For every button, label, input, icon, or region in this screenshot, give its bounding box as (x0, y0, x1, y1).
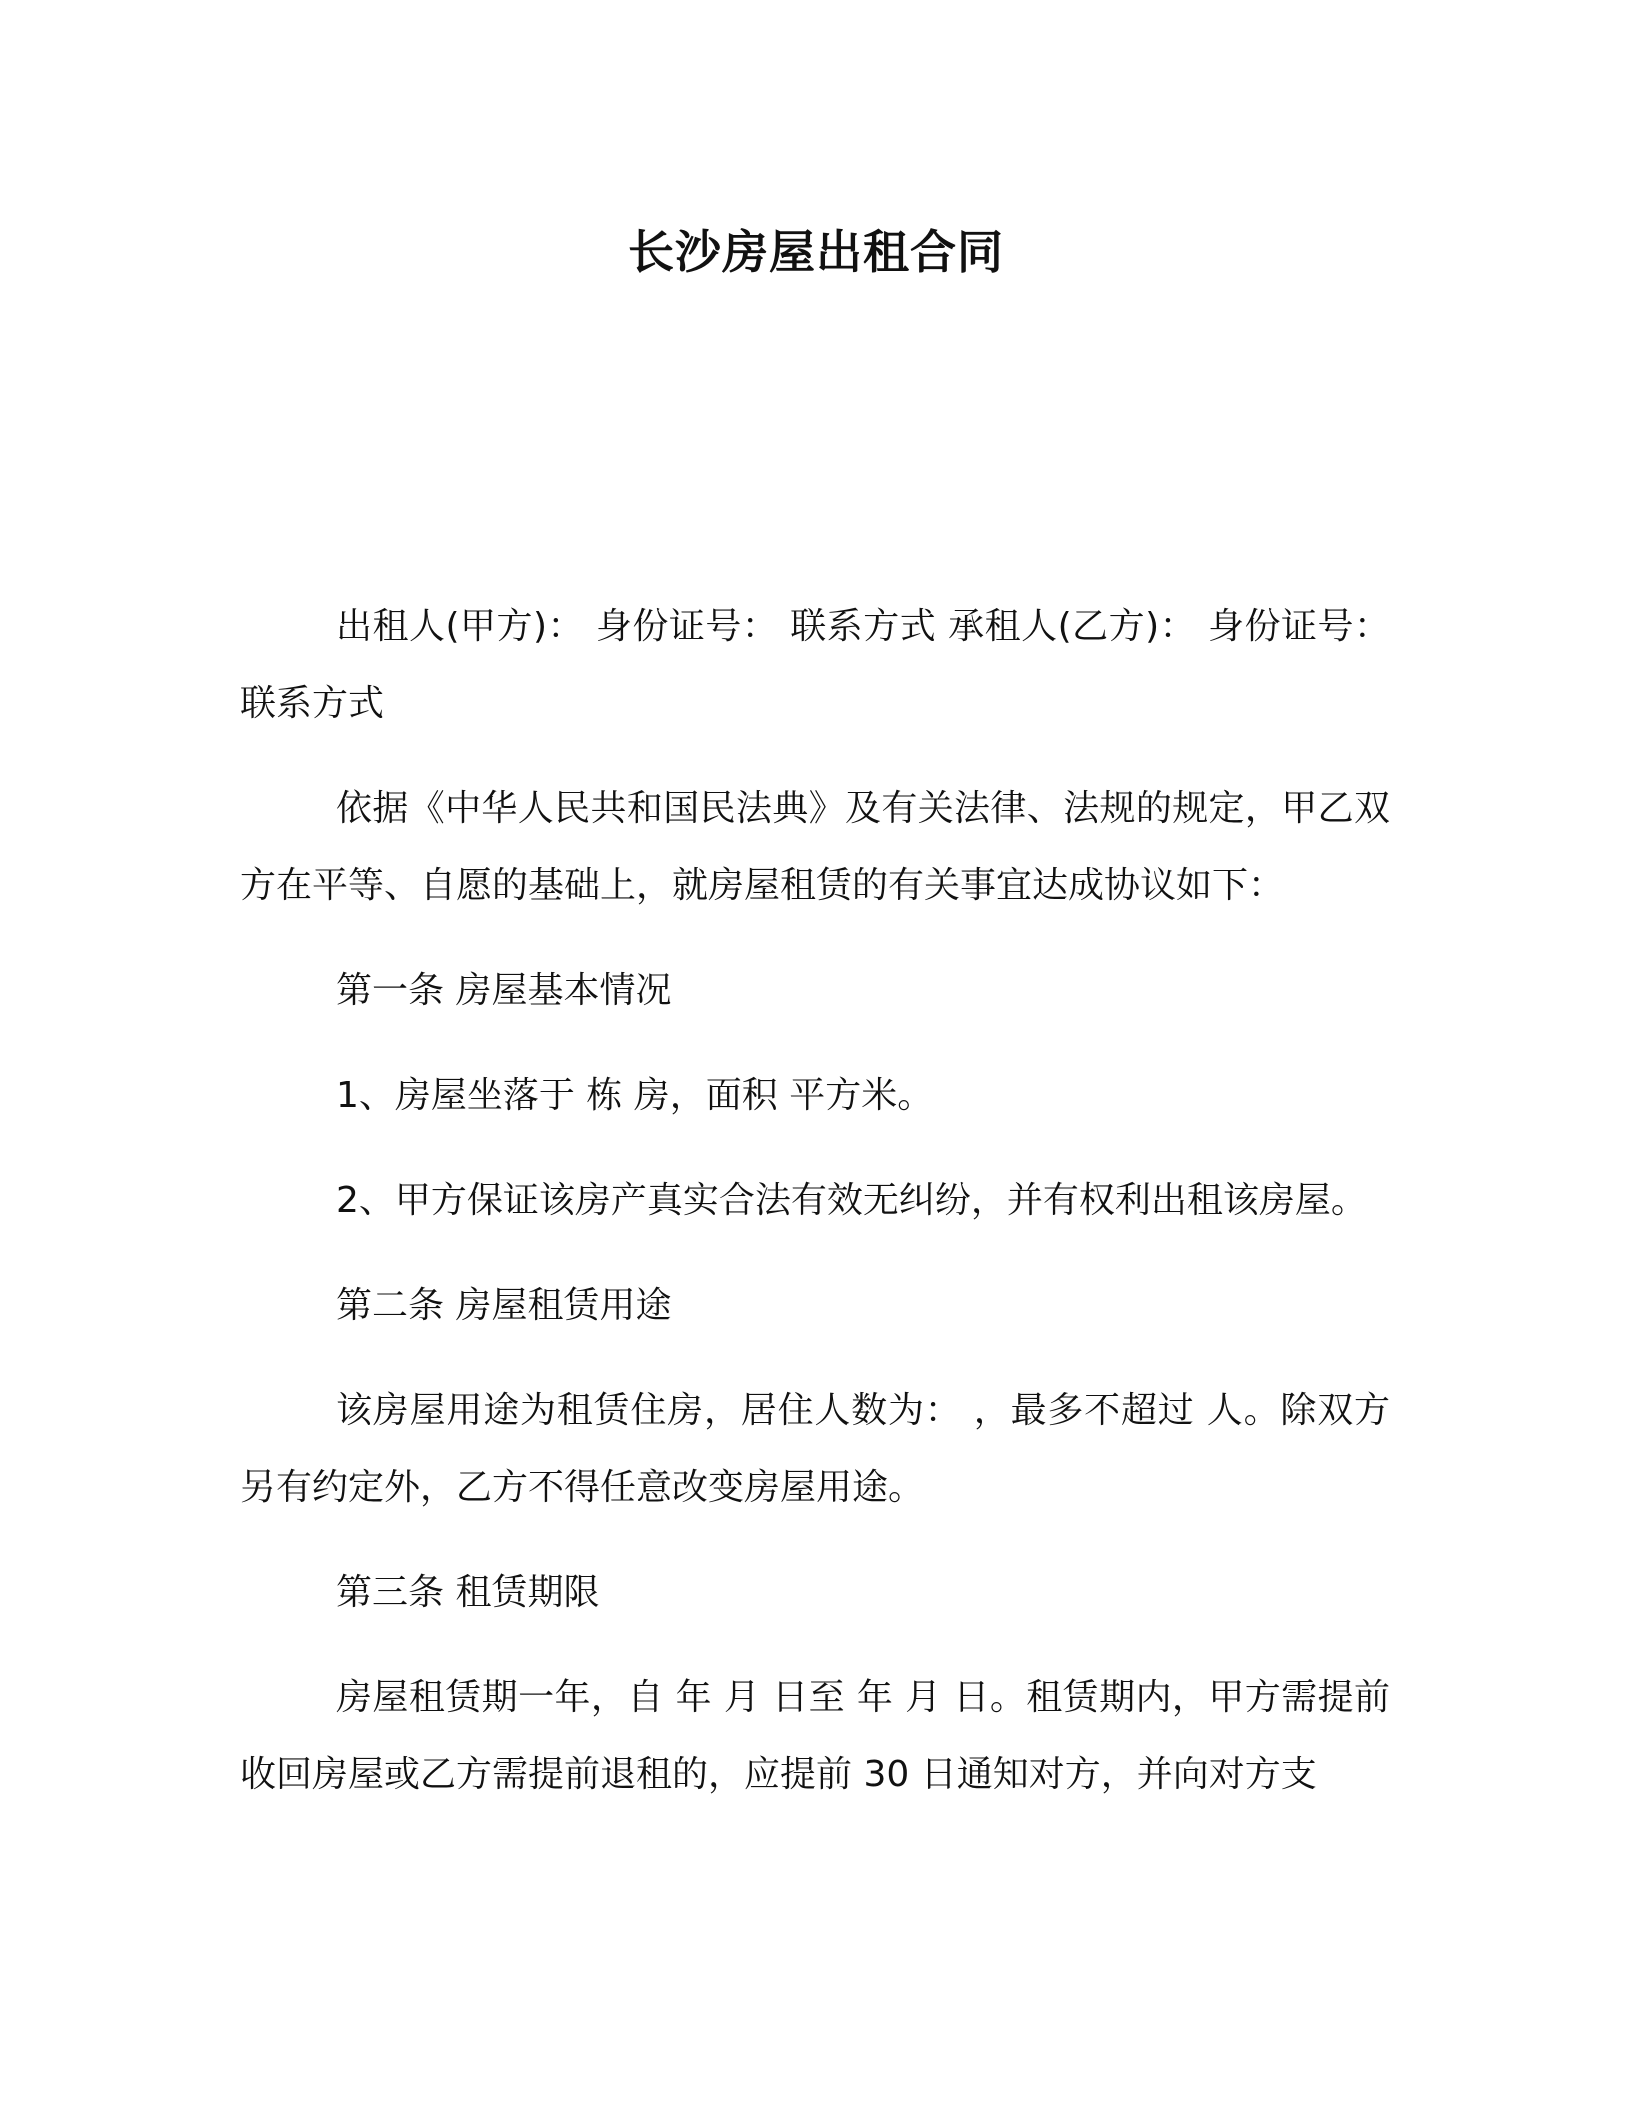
parties-paragraph: 出租人(甲方)： 身份证号： 联系方式 承租人(乙方)： 身份证号： 联系方式 (240, 606, 1390, 724)
document-body (240, 588, 1390, 1841)
article-3-heading: 第三条 租赁期限 (336, 1572, 600, 1613)
preamble-paragraph: 依据《中华人民共和国民法典》及有关法律、法规的规定，甲乙双方在平等、自愿的基础上，就房屋租赁的有关事宜达成协议如下： (240, 788, 1390, 906)
article-2-heading: 第二条 房屋租赁用途 (336, 1285, 672, 1326)
article-3-paragraph: 房屋租赁期一年，自 年 月 日至 年 月 日。租赁期内，甲方需提前收回房屋或乙方需提前退租的，应提前 30 日通知对方，并向对方支 (240, 1677, 1390, 1795)
article-1-clause-1: 1、房屋坐落于 栋 房，面积 平方米。 (336, 1075, 934, 1116)
article-1-heading: 第一条 房屋基本情况 (336, 970, 672, 1011)
document-title: 长沙房屋出租合同 (628, 225, 1004, 279)
article-2-paragraph: 该房屋用途为租赁住房，居住人数为： ，最多不超过 人。除双方另有约定外，乙方不得任意改变房屋用途。 (240, 1390, 1390, 1508)
article-1-clause-2: 2、甲方保证该房产真实合法有效无纠纷，并有权利出租该房屋。 (336, 1180, 1367, 1221)
